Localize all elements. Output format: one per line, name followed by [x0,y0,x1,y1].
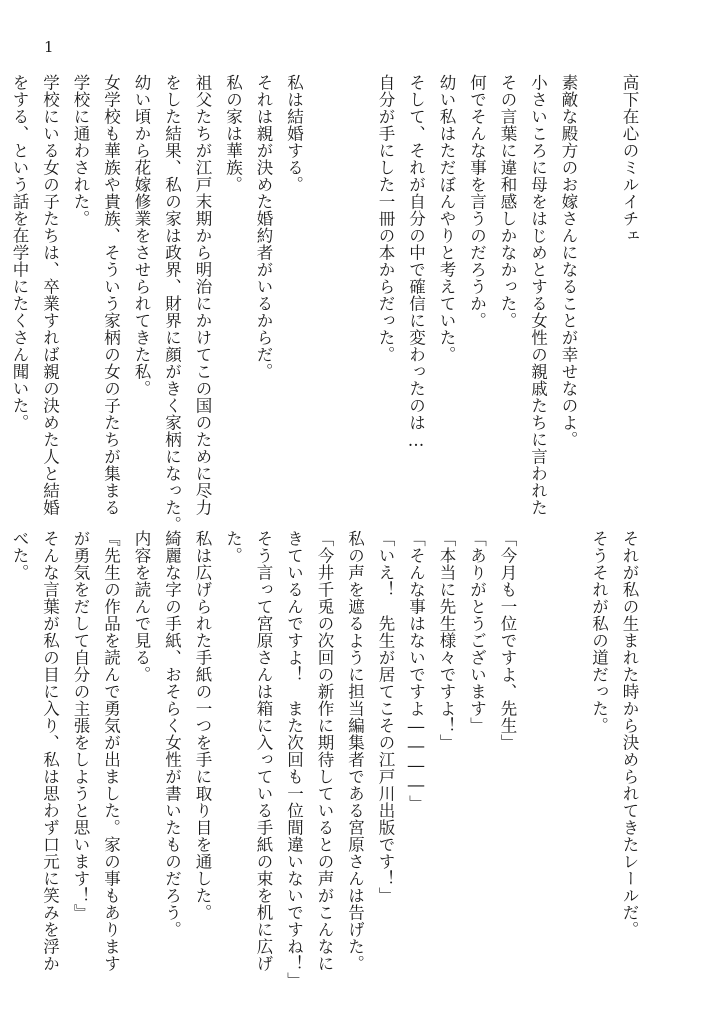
text-line: 幼い頃から花嫁修業をさせられてきた私。 [132,74,151,397]
text-line [347,74,363,504]
text-line: 素敵な殿方のお嫁さんになることが幸せなのよ。 [559,74,578,448]
text-line [530,530,546,990]
text-line: 『先生の作品を読んで勇気が出ました。家の事もあります [101,530,121,972]
text-line: そうそれが私の道だった。 [589,530,609,734]
chapter-title: 高下在心のミルイチェ [620,74,639,244]
text-line: きているんですよ！ また次回も一位間違いないですね！」 [284,530,304,989]
text-block-top [0,74,639,533]
text-block-bottom [0,530,637,990]
text-line: そんな言葉が私の目に入り、私は思わず口元に笑みを浮か [40,530,60,972]
text-line: そして、それが自分の中で確信に変わったのは… [406,74,426,451]
text-line: 「本当に先生様々ですよ！」 [437,530,456,751]
text-line: 私の声を遮るように担当編集者である宮原さんは告げた。 [345,530,365,972]
text-line: 女学校も華族や貴族、そういう家柄の女の子たちが集まる [101,74,121,516]
text-line: 幼い私はただぼんやりと考えていた。 [437,74,456,363]
text-line: 私は広げられた手紙の一つを手に取り目を通した。 [193,530,212,921]
text-line: が勇気をだして自分の主張をしようと思います！』 [71,530,90,921]
text-line: 何でそんな事を言うのだろうか。 [467,74,487,329]
text-line [316,74,332,504]
text-line [560,530,576,990]
text-line: 学校にいる女の子たちは、卒業すれば親の決めた人と結婚 [40,74,60,516]
text-line: 祖父たちが江戸末期から明治にかけてこの国のために尽力 [193,74,212,516]
text-line: 自分が手にした一冊の本からだった。 [376,74,395,363]
text-line: 学校に通わされた。 [71,74,90,227]
text-line: べた。 [10,530,29,581]
text-line: 「いえ！ 先生が居てこその江戸川出版です！」 [376,530,395,904]
text-line: をする、という話を在学中にたくさん聞いた。 [10,74,29,431]
text-line: をした結果、私の家は政界、財界に顔がきく家柄になった。 [162,74,182,533]
text-line: 小さいころに母をはじめとする女性の親戚たちに言われた [528,74,548,516]
text-line: 「ありがとうございます」 [467,530,487,734]
text-line: 私の家は華族。 [223,74,243,193]
text-line: その言葉に違和感しかなかった。 [498,74,517,329]
text-line: 私は結婚する。 [284,74,304,193]
text-line: 「そんな事はないですよ――――」 [406,530,426,812]
text-line [591,74,607,504]
text-line: それが私の生まれた時から決められてきたレールだ。 [620,530,639,938]
text-line: 「今井千兎の次回の新作に期待しているとの声がこんなに [315,530,334,972]
text-line: 内容を読んで見る。 [132,530,151,683]
text-line: そう言って宮原さんは箱に入っている手紙の束を机に広げ [254,530,273,972]
page-number: 1 [44,38,54,56]
text-line: た。 [223,530,243,564]
text-line: 「今月も一位ですよ、先生」 [498,530,517,751]
text-line: 綺麗な字の手紙、おそらく女性が書いたものだろう。 [162,530,182,938]
text-line: それは親が決めた婚約者がいるからだ。 [254,74,273,380]
